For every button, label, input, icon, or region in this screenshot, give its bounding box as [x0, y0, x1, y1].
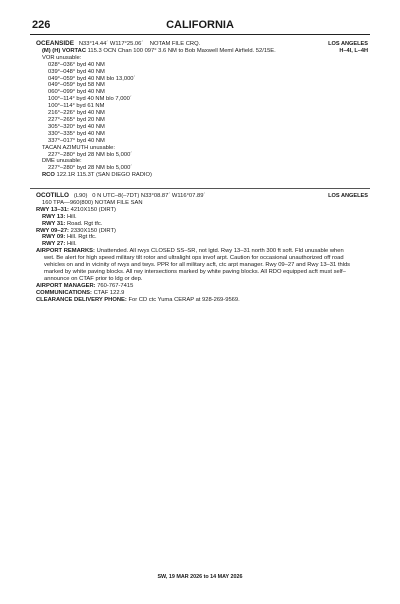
- communications-line: [36, 290, 368, 297]
- oceanside-rco-line: [36, 172, 368, 179]
- oceanside-region: LOS ANGELES: [328, 41, 368, 47]
- ocotillo-rwy27-line: [36, 241, 368, 248]
- rwy13-info: Hill.: [66, 213, 77, 220]
- page-number: 226: [32, 19, 51, 31]
- manager-label: AIRPORT MANAGER:: [36, 282, 96, 289]
- rwy31-info: Road. Rgt tfc.: [66, 220, 103, 227]
- oceanside-name: OCEANSIDE: [36, 40, 74, 47]
- dme-unusable-title: DME unusable:: [42, 158, 82, 165]
- oceanside-vortac-info: 115.3 OCN Chan 100 097° 3.6 NM to Bob Maxwell Meml Airfield. 52/15E.: [87, 47, 276, 54]
- ocotillo-elev-line: 160 TPA—960(800) NOTAM FILE SAN: [42, 199, 143, 206]
- ocotillo-ident: (L90): [73, 193, 88, 199]
- clearance-line: [36, 297, 368, 304]
- clearance-label: CLEARANCE DELIVERY PHONE:: [36, 296, 127, 303]
- vor-unusable-item: 049°–059° byd 40 NM blo 13,000´: [48, 75, 136, 82]
- vor-unusable-item: 028°–036° byd 40 NM: [48, 61, 105, 68]
- rco-label: RCO: [42, 172, 55, 179]
- airport-manager-line: [36, 283, 368, 290]
- rwy27-info: Hill.: [66, 241, 77, 248]
- oceanside-notam: NOTAM FILE CRQ.: [149, 41, 201, 47]
- vor-unusable-item: 039°–048° byd 40 NM: [48, 68, 105, 75]
- ocotillo-header-info: 0 N UTC–8(–7DT) N33°08.87´ W116°07.89´: [92, 193, 206, 199]
- rwy09-label: RWY 09:: [42, 234, 66, 241]
- ocotillo-header-line: [36, 193, 368, 200]
- entry-separator: [30, 188, 370, 189]
- dme-unusable-item: 227°–280° byd 28 NM blo 5,000´: [48, 165, 133, 172]
- comm-label: COMMUNICATIONS:: [36, 289, 92, 296]
- rwy09-info: Hill. Rgt tfc.: [66, 234, 97, 241]
- vor-unusable-item: 337°–017° byd 40 NM: [48, 137, 105, 144]
- vor-unusable-item: 049°–059° byd 58 NM: [48, 82, 105, 89]
- oceanside-vortac-tag: (M) (H) VORTAC: [42, 47, 87, 54]
- rwy1-label: RWY 13–31:: [36, 206, 69, 213]
- ocotillo-rwy2-line: [36, 228, 368, 235]
- oceanside-coords: N33°14.44´ W117°25.06´: [78, 41, 144, 47]
- rwy13-label: RWY 13:: [42, 213, 66, 220]
- rwy1-info: 4210X150 (DIRT): [70, 206, 116, 213]
- vor-unusable-item: 100°–114° byd 61 NM: [48, 103, 105, 110]
- vor-unusable-item: 330°–335° byd 40 NM: [48, 130, 105, 137]
- airport-remarks: [36, 248, 354, 283]
- tacan-unusable-title: TACAN AZIMUTH unusable:: [42, 144, 116, 151]
- tacan-unusable-item: 227°–280° byd 28 NM blo 5,000´: [48, 151, 133, 158]
- rwy31-label: RWY 31:: [42, 220, 66, 227]
- vor-unusable-item: 216°–226° byd 40 NM: [48, 110, 105, 117]
- rwy2-info: 2330X150 (DIRT): [70, 227, 116, 234]
- vor-unusable-item: 060°–099° byd 40 NM: [48, 89, 105, 96]
- header-rule: [30, 34, 370, 35]
- ocotillo-entry: [36, 193, 368, 304]
- remarks-label: AIRPORT REMARKS:: [36, 248, 95, 255]
- rwy2-label: RWY 09–27:: [36, 227, 69, 234]
- vor-unusable-item: 100°–114° byd 40 NM blo 7,000´: [48, 96, 132, 103]
- oceanside-region-block: [328, 41, 368, 55]
- clearance-info: For CD ctc Yuma CERAP at 928-269-9569.: [128, 296, 240, 303]
- manager-info: 760-767-7415: [97, 282, 134, 289]
- comm-info: CTAF 122.9: [93, 289, 125, 296]
- ocotillo-rwy13-line: [36, 214, 368, 221]
- oceanside-vortac-line: [36, 48, 368, 55]
- ocotillo-region: LOS ANGELES: [328, 193, 368, 199]
- vor-unusable-item: 227°–265° byd 20 NM: [48, 116, 105, 123]
- page-state-title: CALIFORNIA: [166, 19, 234, 31]
- vor-unusable-item: 305°–320° byd 40 NM: [48, 123, 105, 130]
- remarks-text: Unattended. All rwys CLOSED SS–SR, not lgtd. Rwy 13–31 north 300 ft soft. Fld unusable when wet. Be alert for high speed military tilt rotor and ultralight ops invof arpt. Caution for occasional unauthorized off road vehicles on and in vicinity of rwys and twys. PPR for all military acft, ctc arpt manager. Rwy 09–27 and Rwy 13–31 thlds marked by white paving blocks. All rwy intersections marked by white paving blocks. All RDO equipped acft must self–announce on CTAF prior to ldg or dep.: [44, 248, 351, 282]
- page-footer: SW, 19 MAR 2026 to 14 MAY 2026: [157, 574, 243, 580]
- oceanside-entry: [36, 41, 368, 179]
- rwy27-label: RWY 27:: [42, 241, 66, 248]
- ocotillo-rwy1-line: [36, 207, 368, 214]
- ocotillo-name: OCOTILLO: [36, 192, 70, 199]
- oceanside-charts: H–4I, L–4H: [339, 47, 368, 54]
- ocotillo-rwy31-line: [36, 221, 368, 228]
- rco-info: 122.1R 115.3T (SAN DIEGO RADIO): [56, 172, 152, 179]
- oceanside-header-line: [36, 41, 368, 48]
- vor-unusable-title: VOR unusable:: [42, 54, 82, 61]
- ocotillo-rwy09-line: [36, 234, 368, 241]
